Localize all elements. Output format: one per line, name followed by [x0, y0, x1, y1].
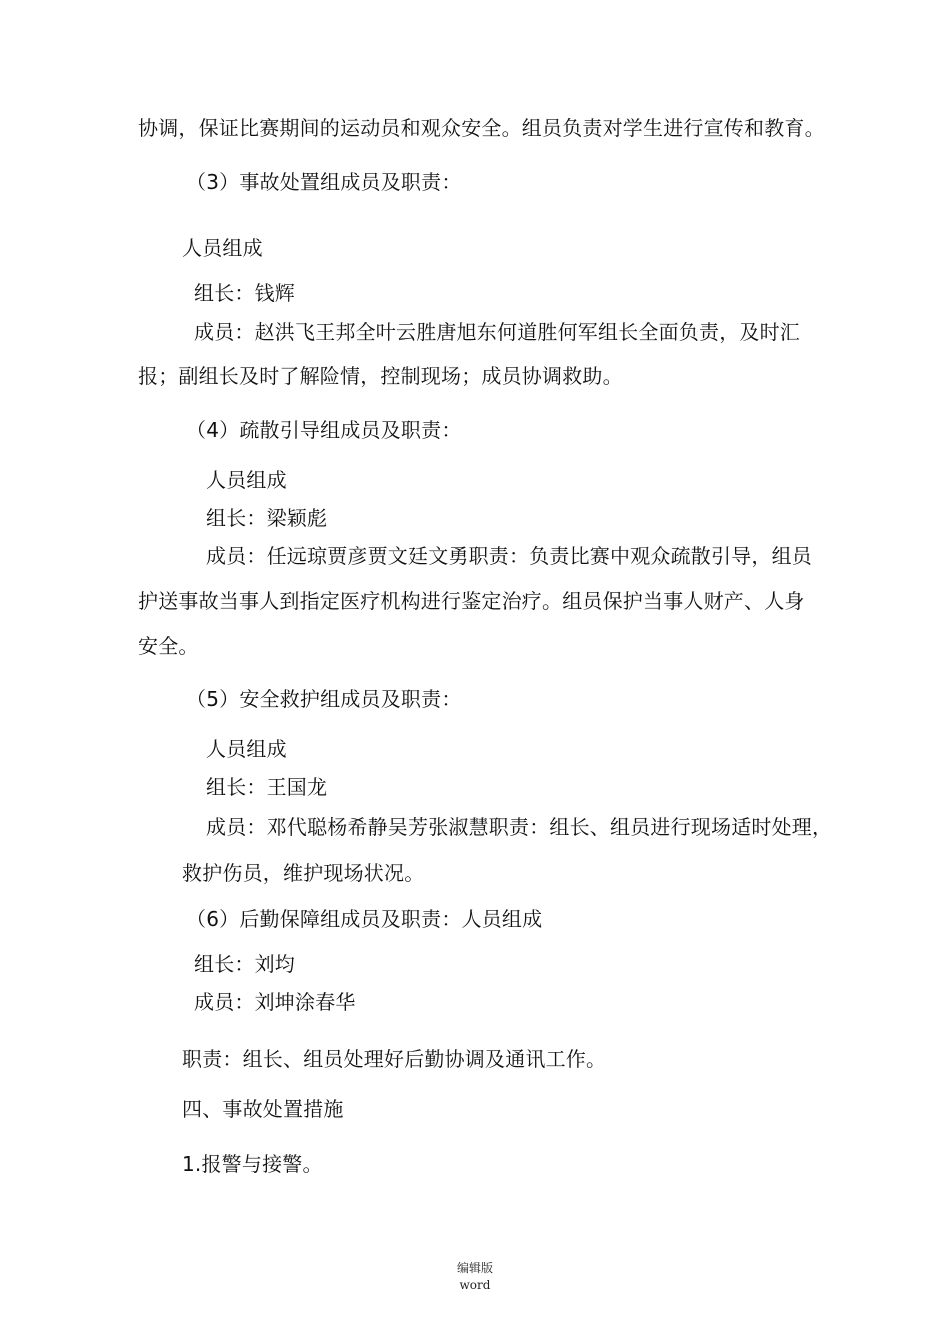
body-text-line: 安全。 [138, 634, 199, 658]
body-text-line: 成员：邓代聪杨希静吴芳张淑慧职责：组长、组员进行现场适时处理， [206, 815, 833, 839]
body-text-line: 职责：组长、组员处理好后勤协调及通讯工作。 [182, 1047, 607, 1071]
body-text-line: 救护伤员，维护现场状况。 [182, 861, 425, 885]
footer-line-1: 编辑版 [456, 1261, 493, 1275]
section-heading: （4）疏散引导组成员及职责： [186, 418, 462, 442]
body-text-line: 人员组成 [182, 236, 263, 260]
body-text-line: 协调，保证比赛期间的运动员和观众安全。组员负责对学生进行宣传和教育。 [138, 116, 825, 140]
body-text-line: 护送事故当事人到指定医疗机构进行鉴定治疗。组员保护当事人财产、人身 [138, 589, 805, 613]
body-text-line: 成员：任远琼贾彦贾文廷文勇职责：负责比赛中观众疏散引导，组员 [206, 544, 812, 568]
chapter-heading: 四、事故处置措施 [182, 1097, 344, 1121]
body-text-line: 报；副组长及时了解险情，控制现场；成员协调救助。 [138, 364, 623, 388]
section-heading: （5）安全救护组成员及职责： [186, 687, 462, 711]
section-heading: （6）后勤保障组成员及职责：人员组成 [186, 907, 543, 931]
body-text-line: 组长：梁颖彪 [206, 506, 328, 530]
section-heading: （3）事故处置组成员及职责： [186, 170, 462, 194]
body-text-line: 组长：刘均 [194, 952, 295, 976]
body-text-line: 组长：王国龙 [206, 775, 328, 799]
body-text-line: 组长：钱辉 [194, 281, 295, 305]
subsection-heading: 1.报警与接警。 [182, 1152, 323, 1176]
footer-line-2: word [459, 1278, 491, 1292]
body-text-line: 人员组成 [206, 468, 287, 492]
body-text-line: 成员：刘坤涂春华 [194, 990, 356, 1014]
body-text-line: 成员：赵洪飞王邦全叶云胜唐旭东何道胜何军组长全面负责，及时汇 [194, 320, 800, 344]
body-text-line: 人员组成 [206, 737, 287, 761]
